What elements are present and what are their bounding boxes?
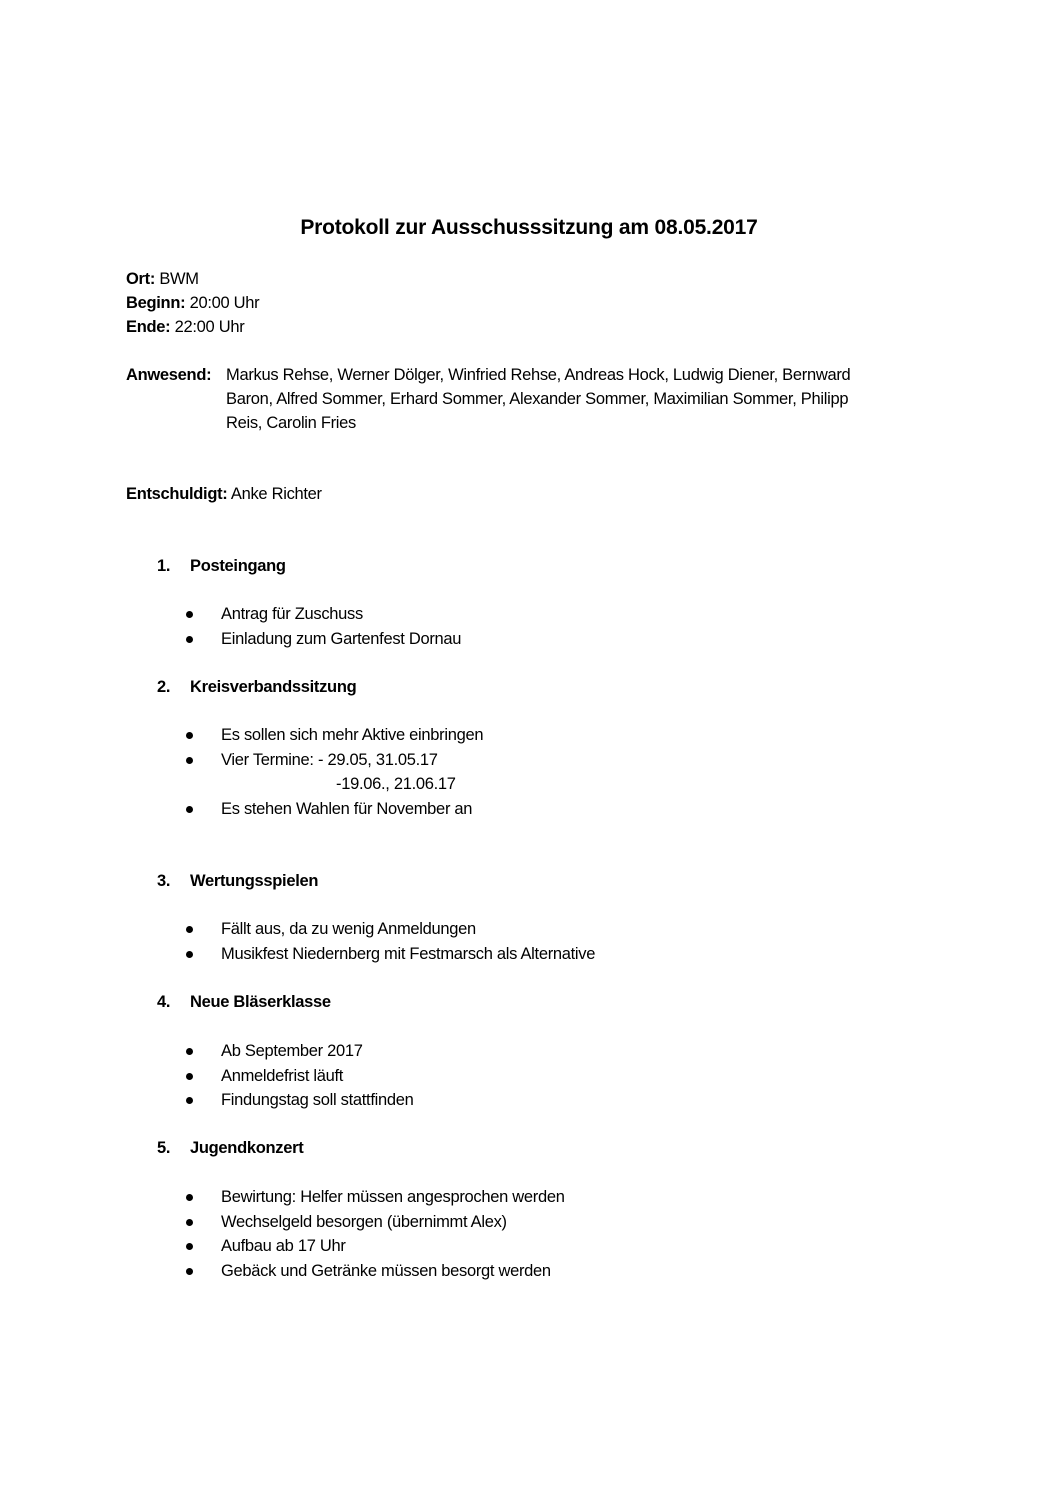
entschuldigt-names: Anke Richter (227, 485, 322, 503)
list-item: Findungstag soll stattfinden (186, 1088, 413, 1113)
ort-value: BWM (155, 270, 199, 288)
section-title: Neue Bläserklasse (190, 993, 331, 1011)
section-title: Wertungsspielen (190, 872, 319, 890)
ende-value: 22:00 Uhr (170, 318, 245, 336)
section-1-list (186, 602, 461, 651)
list-item: Ab September 2017 (186, 1039, 413, 1064)
bullet-icon (186, 1194, 193, 1201)
section-number: 2. (157, 678, 171, 696)
section-4-heading (157, 990, 331, 1014)
section-4-list (186, 1039, 413, 1113)
list-item: Anmeldefrist läuft (186, 1064, 413, 1089)
section-title: Kreisverbandssitzung (190, 678, 357, 696)
excused-block (126, 482, 322, 506)
anwesend-label: Anwesend: (126, 366, 212, 384)
meta-ort (126, 267, 199, 291)
document-title: Protokoll zur Ausschusssitzung am 08.05.2017 (300, 216, 758, 239)
section-1-heading (157, 554, 286, 578)
bullet-icon (186, 806, 193, 813)
ort-label: Ort: (126, 270, 156, 288)
bullet-icon (186, 757, 193, 764)
list-item: Fällt aus, da zu wenig Anmeldungen (186, 917, 595, 942)
section-2-heading (157, 675, 356, 699)
section-number: 5. (157, 1139, 171, 1157)
section-title: Posteingang (190, 557, 286, 575)
bullet-icon (186, 1243, 193, 1250)
section-number: 3. (157, 872, 171, 890)
entschuldigt-label: Entschuldigt: (126, 485, 228, 503)
list-item-continuation: -19.06., 21.06.17 (336, 775, 456, 793)
list-item: Wechselgeld besorgen (übernimmt Alex) (186, 1210, 565, 1235)
anwesend-names: Markus Rehse, Werner Dölger, Winfried Rehse, Andreas Hock, Ludwig Diener, Bernward Baron, Alfred Sommer, Erhard Sommer, Alexander Sommer, Maximilian Sommer, Philipp Reis, Carolin Fries (226, 366, 851, 432)
bullet-icon (186, 1097, 193, 1104)
bullet-icon (186, 951, 193, 958)
meta-ende (126, 315, 244, 339)
ende-label: Ende: (126, 318, 171, 336)
list-item: Es sollen sich mehr Aktive einbringen (186, 723, 483, 748)
bullet-icon (186, 732, 193, 739)
section-3-list (186, 917, 595, 966)
meta-beginn (126, 291, 259, 315)
bullet-icon (186, 636, 193, 643)
bullet-icon (186, 1219, 193, 1226)
section-5-list (186, 1185, 565, 1283)
list-item: Antrag für Zuschuss (186, 602, 461, 627)
bullet-icon (186, 1268, 193, 1275)
list-item: Einladung zum Gartenfest Dornau (186, 627, 461, 652)
bullet-icon (186, 611, 193, 618)
list-item: Bewirtung: Helfer müssen angesprochen werden (186, 1185, 565, 1210)
bullet-icon (186, 1073, 193, 1080)
bullet-icon (186, 1048, 193, 1055)
section-number: 1. (157, 557, 171, 575)
list-item: Gebäck und Getränke müssen besorgt werden (186, 1259, 565, 1284)
section-number: 4. (157, 993, 171, 1011)
section-2-list (186, 723, 483, 821)
section-title: Jugendkonzert (190, 1139, 304, 1157)
bullet-icon (186, 926, 193, 933)
list-item: Aufbau ab 17 Uhr (186, 1234, 565, 1259)
beginn-label: Beginn: (126, 294, 186, 312)
list-item: Es stehen Wahlen für November an (186, 797, 483, 822)
section-3-heading (157, 869, 318, 893)
section-5-heading (157, 1136, 303, 1160)
beginn-value: 20:00 Uhr (185, 294, 260, 312)
list-item: Vier Termine: - 29.05, 31.05.17 (186, 748, 483, 773)
list-item: Musikfest Niedernberg mit Festmarsch als Alternative (186, 942, 595, 967)
attendees-block (126, 363, 866, 435)
